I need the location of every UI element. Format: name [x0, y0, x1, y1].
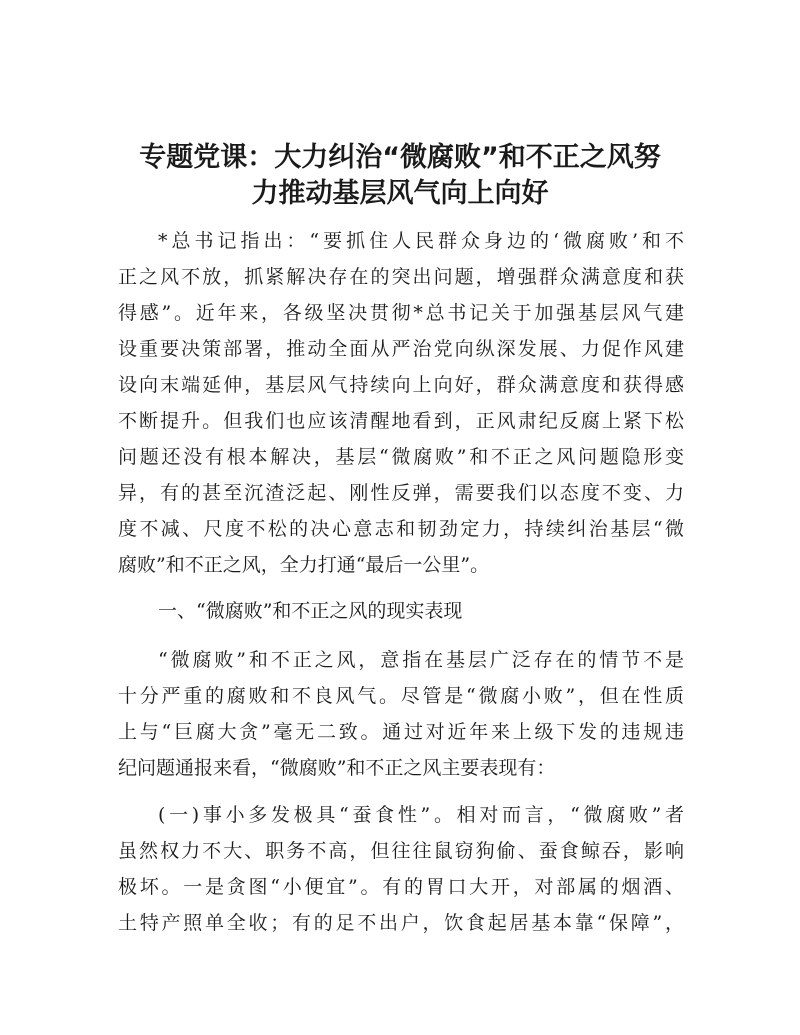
- paragraph-1-line: 得感”。近年来，各级坚决贯彻*总书记关于加强基层风气建: [118, 302, 684, 324]
- paragraph-1-line: 度不减、尺度不松的决心意志和韧劲定力，持续纠治基层“微: [118, 518, 684, 540]
- paragraph-1-line: 设向末端延伸，基层风气持续向上向好，群众满意度和获得感: [118, 374, 684, 396]
- paragraph-1-line: 设重要决策部署，推动全面从严治党向纵深发展、力促作风建: [118, 338, 684, 360]
- document-title-line-2: 力推动基层风气向上向好: [251, 178, 549, 209]
- paragraph-3-line: 土特产照单全收；有的足不出户，饮食起居基本靠“保障”，: [118, 912, 684, 934]
- paragraph-1-line: 正之风不放，抓紧解决存在的突出问题，增强群众满意度和获: [118, 266, 684, 288]
- paragraph-3-line: 极坏。一是贪图“小便宜”。有的胃口大开，对部属的烟酒、: [118, 876, 684, 898]
- paragraph-3-line: 虽然权力不大、职务不高，但往往鼠窃狗偷、蚕食鲸吞，影响: [118, 840, 684, 862]
- document-title-line-1: 专题党课：大力纠治“微腐败”和不正之风努: [139, 142, 661, 173]
- paragraph-2-line: 纪问题通报来看，“微腐败”和不正之风主要表现有：: [118, 757, 556, 779]
- paragraph-1-line: 异，有的甚至沉渣泛起、刚性反弹，需要我们以态度不变、力: [118, 482, 684, 504]
- paragraph-2-line: 上与“巨腐大贪”毫无二致。通过对近年来上级下发的违规违: [118, 721, 684, 743]
- paragraph-2-line: “微腐败”和不正之风，意指在基层广泛存在的情节不是: [158, 649, 684, 671]
- paragraph-1-line: 腐败”和不正之风，全力打通“最后一公里”。: [118, 554, 490, 576]
- paragraph-1-line: *总书记指出：“要抓住人民群众身边的‘微腐败’和不: [158, 230, 684, 252]
- paragraph-2-line: 十分严重的腐败和不良风气。尽管是“微腐小败”，但在性质: [118, 685, 684, 707]
- paragraph-1-line: 不断提升。但我们也应该清醒地看到，正风肃纪反腐上紧下松: [118, 410, 684, 432]
- section-heading: 一、“微腐败”和不正之风的现实表现: [158, 600, 463, 622]
- paragraph-1-line: 问题还没有根本解决，基层“微腐败”和不正之风问题隐形变: [118, 446, 684, 468]
- paragraph-3-line: (一)事小多发极具“蚕食性”。相对而言，“微腐败”者: [158, 804, 684, 826]
